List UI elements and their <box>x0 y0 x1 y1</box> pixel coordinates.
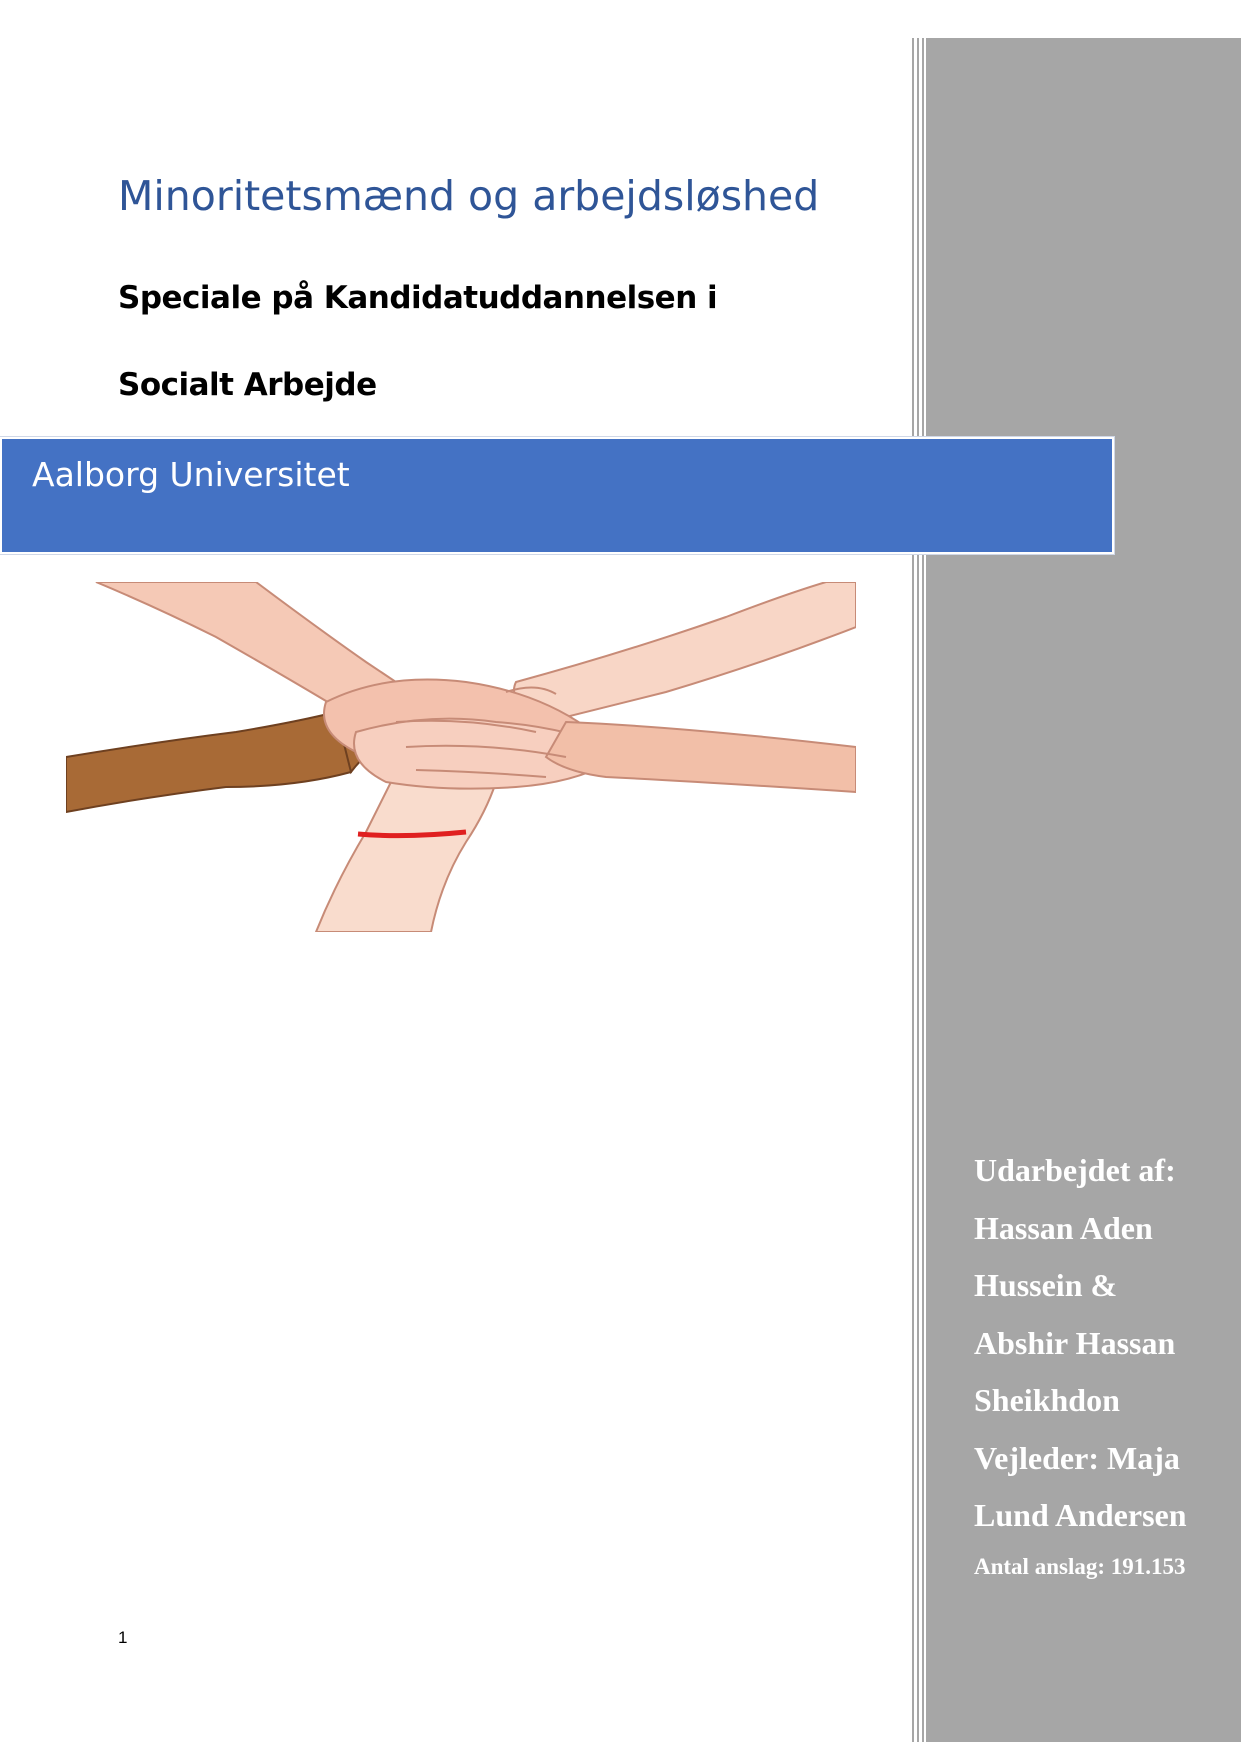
arm-top-right <box>514 582 856 722</box>
arm-dark-left <box>66 712 352 812</box>
author-line-name-2b: Sheikhdon <box>974 1382 1120 1418</box>
arm-top-left <box>96 582 396 708</box>
arm-right <box>546 722 856 792</box>
arm-bottom <box>316 772 496 932</box>
stacked-hands-illustration <box>66 582 856 932</box>
subtitle-line-2: Socialt Arbejde <box>118 367 377 403</box>
author-line-prepared-by: Udarbejdet af: <box>974 1152 1176 1188</box>
university-band <box>0 437 1114 554</box>
document-title: Minoritetsmænd og arbejdsløshed <box>118 172 820 220</box>
supervisor-line-1: Vejleder: Maja <box>974 1439 1180 1476</box>
university-name: Aalborg Universitet <box>32 455 350 494</box>
character-count: Antal anslag: 191.153 <box>974 1553 1186 1579</box>
author-line-name-2a: Abshir Hassan <box>974 1324 1176 1361</box>
page-number: 1 <box>118 1628 128 1647</box>
supervisor-line-2: Lund Andersen <box>974 1497 1187 1533</box>
author-line-name-1a: Hassan Aden <box>974 1209 1153 1246</box>
subtitle-line-1: Speciale på Kandidatuddannelsen i <box>118 280 718 316</box>
author-info <box>974 1142 1234 1589</box>
sidebar-divider-lines <box>912 38 924 1742</box>
author-line-name-1b: Hussein & <box>974 1267 1118 1303</box>
